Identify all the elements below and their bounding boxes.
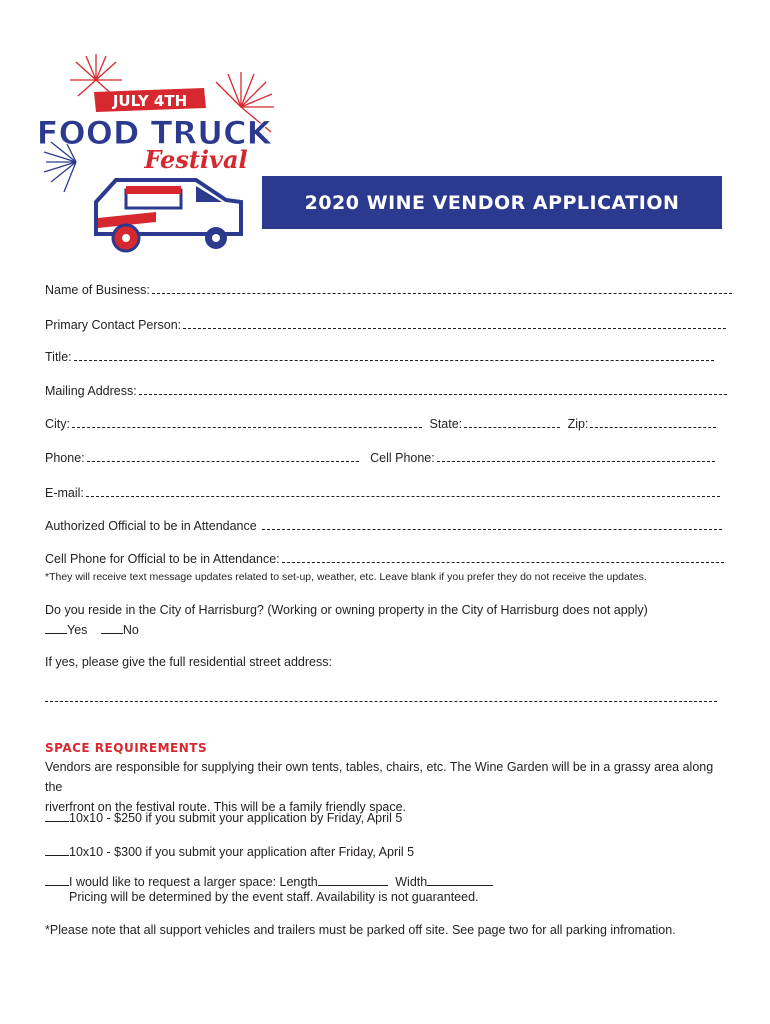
width-label: Width	[395, 875, 428, 889]
city-state-zip-row	[45, 415, 716, 431]
official-cell-field[interactable]	[45, 550, 724, 566]
page-title: 2020 WINE VENDOR APPLICATION	[304, 191, 680, 214]
svg-text:Festival: Festival	[144, 145, 248, 174]
residential-address-blank[interactable]	[45, 689, 717, 702]
option-late-label: 10x10 - $300 if you submit your application after Friday, April 5	[69, 845, 415, 859]
official-cell-blank[interactable]	[282, 550, 724, 563]
length-blank[interactable]	[318, 873, 388, 886]
title-blank[interactable]	[74, 348, 714, 361]
option-late-blank[interactable]	[45, 843, 69, 856]
authorized-official-label: Authorized Official to be in Attendance	[45, 519, 257, 533]
authorized-official-field[interactable]	[45, 517, 722, 533]
cell-phone-label: Cell Phone:	[370, 451, 435, 465]
address-prompt: If yes, please give the full residential street address:	[45, 655, 332, 669]
residency-question: Do you reside in the City of Harrisburg? (Working or owning property in the City of Harrisburg does not apply)	[45, 603, 648, 617]
residency-options	[45, 621, 139, 637]
official-cell-note: *They will receive text message updates related to set-up, weather, etc. Leave blank if you prefer they do not receive the updates.	[45, 571, 647, 583]
space-option-late	[45, 843, 414, 859]
phone-blank[interactable]	[87, 449, 359, 462]
space-intro-line-2: riverfront on the festival route. This will be a family friendly space.	[45, 800, 407, 814]
food-truck-logo-graphic	[36, 52, 276, 257]
mailing-address-field[interactable]	[45, 382, 727, 398]
yes-label: Yes	[67, 623, 88, 637]
no-label: No	[122, 623, 139, 637]
option-larger-label: I would like to request a larger space: Length	[69, 875, 318, 889]
space-intro	[45, 757, 725, 817]
business-name-blank[interactable]	[152, 281, 732, 294]
official-cell-label: Cell Phone for Official to be in Attendance:	[45, 552, 280, 566]
phone-label: Phone:	[45, 451, 85, 465]
title-label: Title:	[45, 350, 72, 364]
mailing-address-label: Mailing Address:	[45, 384, 137, 398]
authorized-official-blank[interactable]	[262, 517, 722, 530]
option-larger-blank[interactable]	[45, 873, 69, 886]
space-option-larger	[45, 873, 493, 889]
space-requirements-heading: SPACE REQUIREMENTS	[45, 741, 208, 755]
width-blank[interactable]	[427, 873, 493, 886]
pricing-note: Pricing will be determined by the event staff. Availability is not guaranteed.	[69, 890, 479, 904]
svg-text:JULY 4TH: JULY 4TH	[112, 92, 188, 110]
title-field[interactable]	[45, 348, 714, 364]
residential-address-field[interactable]	[45, 689, 717, 705]
phone-row	[45, 449, 715, 465]
city-blank[interactable]	[72, 415, 422, 428]
primary-contact-field[interactable]	[45, 316, 726, 332]
state-label: State:	[429, 417, 463, 431]
email-label: E-mail:	[45, 486, 84, 500]
mailing-address-blank[interactable]	[139, 382, 727, 395]
cell-phone-blank[interactable]	[437, 449, 715, 462]
state-blank[interactable]	[464, 415, 560, 428]
option-early-label: 10x10 - $250 if you submit your application by Friday, April 5	[69, 811, 403, 825]
space-option-early	[45, 809, 402, 825]
email-field[interactable]	[45, 484, 720, 500]
firework-left-icon	[70, 54, 122, 96]
email-blank[interactable]	[86, 484, 720, 497]
option-early-blank[interactable]	[45, 809, 69, 822]
primary-contact-blank[interactable]	[183, 316, 726, 329]
svg-text:FOOD TRUCK: FOOD TRUCK	[36, 114, 272, 152]
city-label: City:	[45, 417, 70, 431]
title-banner	[262, 176, 722, 229]
business-name-field[interactable]	[45, 281, 732, 297]
space-intro-line-1: Vendors are responsible for supplying their own tents, tables, chairs, etc. The Wine Garden will be in a grassy area along the	[45, 760, 714, 794]
zip-blank[interactable]	[590, 415, 716, 428]
food-truck-icon	[96, 180, 241, 251]
business-name-label: Name of Business:	[45, 283, 150, 297]
no-blank[interactable]	[101, 621, 123, 634]
parking-note: *Please note that all support vehicles and trailers must be parked off site. See page two for all parking infromation.	[45, 923, 676, 937]
yes-blank[interactable]	[45, 621, 67, 634]
zip-label: Zip:	[567, 417, 589, 431]
primary-contact-label: Primary Contact Person:	[45, 318, 182, 332]
festival-logo	[36, 52, 276, 257]
